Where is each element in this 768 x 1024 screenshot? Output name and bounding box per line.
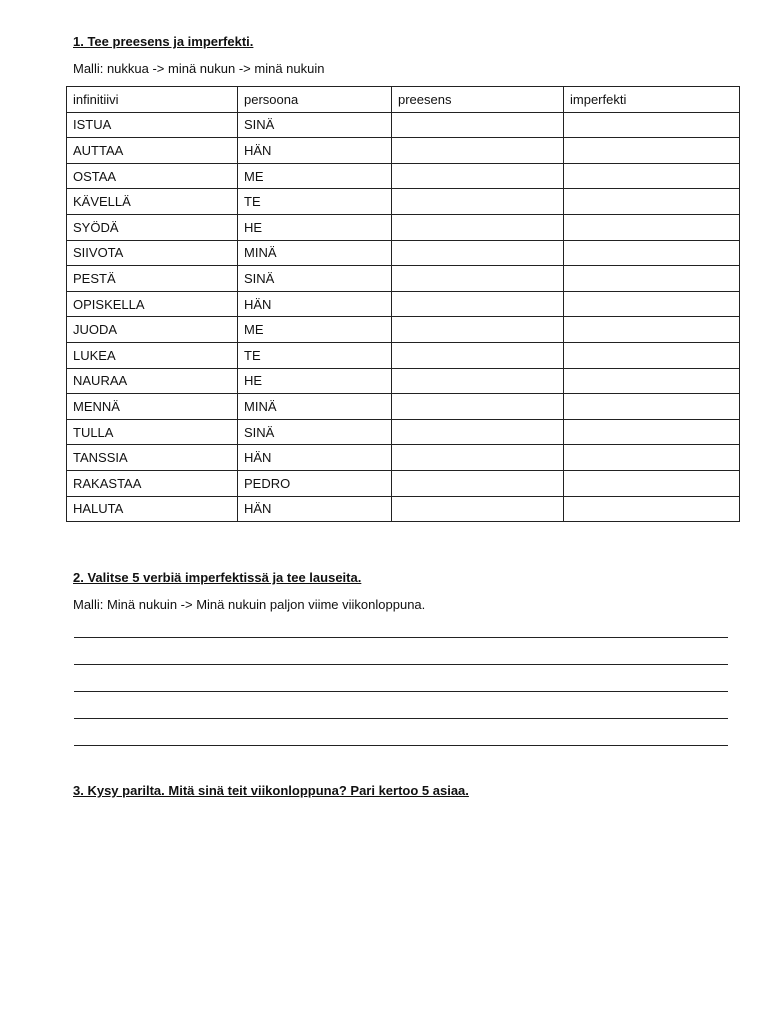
table-row [67,163,740,189]
present-answer-cell[interactable] [392,291,564,317]
person-cell: HÄN [238,291,392,317]
person-cell: PEDRO [238,470,392,496]
section-1-heading: 1. Tee preesens ja imperfekti. [73,34,254,49]
person-cell: ME [238,317,392,343]
present-answer-cell[interactable] [392,112,564,138]
infinitive-cell: JUODA [67,317,238,343]
imperfect-answer-cell[interactable] [564,394,740,420]
infinitive-cell: TANSSIA [67,445,238,471]
section-2-heading: 2. Valitse 5 verbiä imperfektissä ja tee lauseita. [73,570,362,585]
table-row [67,445,740,471]
imperfect-answer-cell[interactable] [564,445,740,471]
column-header-person: persoona [238,87,392,113]
infinitive-cell: AUTTAA [67,138,238,164]
person-cell: HÄN [238,445,392,471]
verb-conjugation-table [66,86,740,522]
imperfect-answer-cell[interactable] [564,240,740,266]
table-row [67,419,740,445]
imperfect-answer-cell[interactable] [564,112,740,138]
present-answer-cell[interactable] [392,394,564,420]
table-row [67,496,740,522]
present-answer-cell[interactable] [392,189,564,215]
present-answer-cell[interactable] [392,496,564,522]
section-2-model-sentence: Malli: Minä nukuin -> Minä nukuin paljon viime viikonloppuna. [73,597,426,612]
infinitive-cell: ISTUA [67,112,238,138]
infinitive-cell: PESTÄ [67,266,238,292]
present-answer-cell[interactable] [392,342,564,368]
table-row [67,394,740,420]
person-cell: HE [238,214,392,240]
present-answer-cell[interactable] [392,445,564,471]
present-answer-cell[interactable] [392,163,564,189]
infinitive-cell: SIIVOTA [67,240,238,266]
answer-line[interactable] [74,691,728,692]
table-row [67,291,740,317]
person-cell: SINÄ [238,419,392,445]
table-row [67,342,740,368]
infinitive-cell: OSTAA [67,163,238,189]
person-cell: HÄN [238,138,392,164]
person-cell: ME [238,163,392,189]
present-answer-cell[interactable] [392,368,564,394]
imperfect-answer-cell[interactable] [564,189,740,215]
table-row [67,368,740,394]
imperfect-answer-cell[interactable] [564,163,740,189]
person-cell: HÄN [238,496,392,522]
table-row [67,240,740,266]
person-cell: TE [238,342,392,368]
answer-line[interactable] [74,637,728,638]
person-cell: TE [238,189,392,215]
table-row [67,112,740,138]
answer-line[interactable] [74,718,728,719]
infinitive-cell: RAKASTAA [67,470,238,496]
present-answer-cell[interactable] [392,138,564,164]
infinitive-cell: HALUTA [67,496,238,522]
imperfect-answer-cell[interactable] [564,214,740,240]
person-cell: HE [238,368,392,394]
table-row [67,317,740,343]
present-answer-cell[interactable] [392,266,564,292]
person-cell: MINÄ [238,240,392,266]
column-header-infinitive: infinitiivi [67,87,238,113]
person-cell: SINÄ [238,266,392,292]
infinitive-cell: NAURAA [67,368,238,394]
table-row [67,266,740,292]
present-answer-cell[interactable] [392,214,564,240]
imperfect-answer-cell[interactable] [564,317,740,343]
section-3-heading: 3. Kysy parilta. Mitä sinä teit viikonloppuna? Pari kertoo 5 asiaa. [73,783,469,798]
imperfect-answer-cell[interactable] [564,368,740,394]
infinitive-cell: TULLA [67,419,238,445]
imperfect-answer-cell[interactable] [564,291,740,317]
table-row [67,470,740,496]
infinitive-cell: MENNÄ [67,394,238,420]
infinitive-cell: OPISKELLA [67,291,238,317]
column-header-imperfect: imperfekti [564,87,740,113]
present-answer-cell[interactable] [392,470,564,496]
infinitive-cell: LUKEA [67,342,238,368]
infinitive-cell: SYÖDÄ [67,214,238,240]
table-header-row [67,87,740,113]
imperfect-answer-cell[interactable] [564,342,740,368]
present-answer-cell[interactable] [392,317,564,343]
present-answer-cell[interactable] [392,419,564,445]
imperfect-answer-cell[interactable] [564,266,740,292]
answer-line[interactable] [74,664,728,665]
person-cell: SINÄ [238,112,392,138]
person-cell: MINÄ [238,394,392,420]
imperfect-answer-cell[interactable] [564,470,740,496]
section-1-model-sentence: Malli: nukkua -> minä nukun -> minä nukuin [73,61,325,76]
answer-line[interactable] [74,745,728,746]
imperfect-answer-cell[interactable] [564,419,740,445]
infinitive-cell: KÄVELLÄ [67,189,238,215]
table-row [67,214,740,240]
table-row [67,189,740,215]
table-row [67,138,740,164]
column-header-present: preesens [392,87,564,113]
imperfect-answer-cell[interactable] [564,496,740,522]
imperfect-answer-cell[interactable] [564,138,740,164]
present-answer-cell[interactable] [392,240,564,266]
